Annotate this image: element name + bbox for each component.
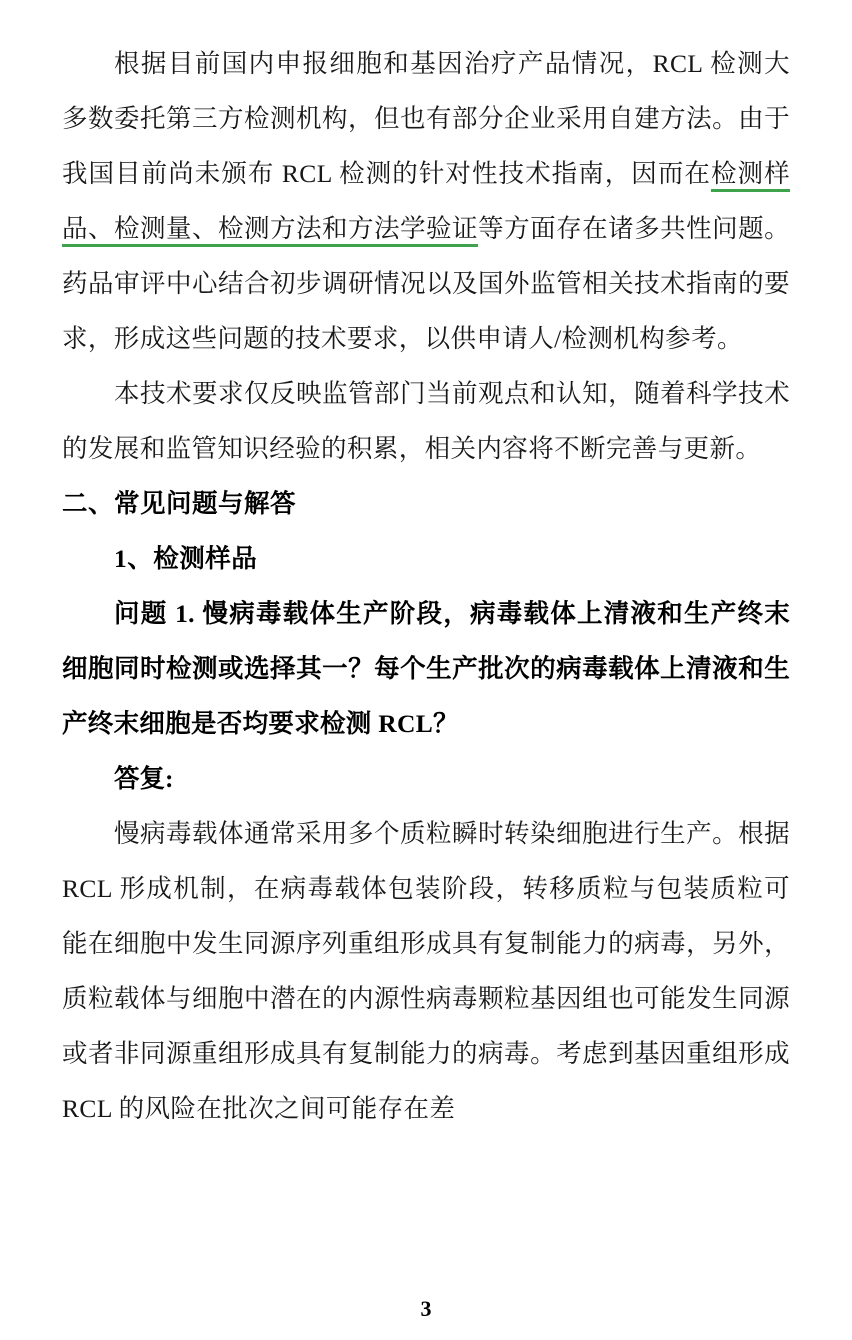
paragraph-intro-tail: 等方面存在诸多共性问题。药品审评中心结合初步调研情况以及国外监管相关技术指南的要求，形成这些问题的技术要求，以供申请人/检测机构参考。 xyxy=(62,214,790,353)
answer-label: 答复: xyxy=(114,764,174,793)
section-heading: 二、常见问题与解答 xyxy=(62,489,297,518)
answer-body: 慢病毒载体通常采用多个质粒瞬时转染细胞进行生产。根据 RCL 形成机制，在病毒载体包装阶段，转移质粒与包装质粒可能在细胞中发生同源序列重组形成具有复制能力的病毒，另外，质粒载体与细胞中潜在的内源性病毒颗粒基因组也可能发生同源或者非同源重组形成具有复制能力的病毒。考虑到基因重组形成 RCL 的风险在批次之间可能存在差 xyxy=(62,819,790,1123)
paragraph-intro-lead: 根据目前国内申报细胞和基因治疗产品情况，RCL 检测大多数委托第三方检测机构，但也有部分企业采用自建方法。由于我国目前尚未颁布 RCL 检测的针对性技术指南，因而在 xyxy=(62,49,790,188)
highlighted-text: 检测样品、检测量、检测方法和方法学验证 xyxy=(62,159,790,247)
page-number: 3 xyxy=(420,1296,432,1321)
paragraph-scope: 本技术要求仅反映监管部门当前观点和认知，随着科学技术的发展和监管知识经验的积累，相关内容将不断完善与更新。 xyxy=(62,379,790,463)
question-1: 问题 1. 慢病毒载体生产阶段，病毒载体上清液和生产终末细胞同时检测或选择其一？每个生产批次的病毒载体上清液和生产终末细胞是否均要求检测 RCL？ xyxy=(62,599,790,738)
sub-heading-sample: 1、检测样品 xyxy=(114,544,258,573)
paragraph-intro xyxy=(62,36,790,366)
